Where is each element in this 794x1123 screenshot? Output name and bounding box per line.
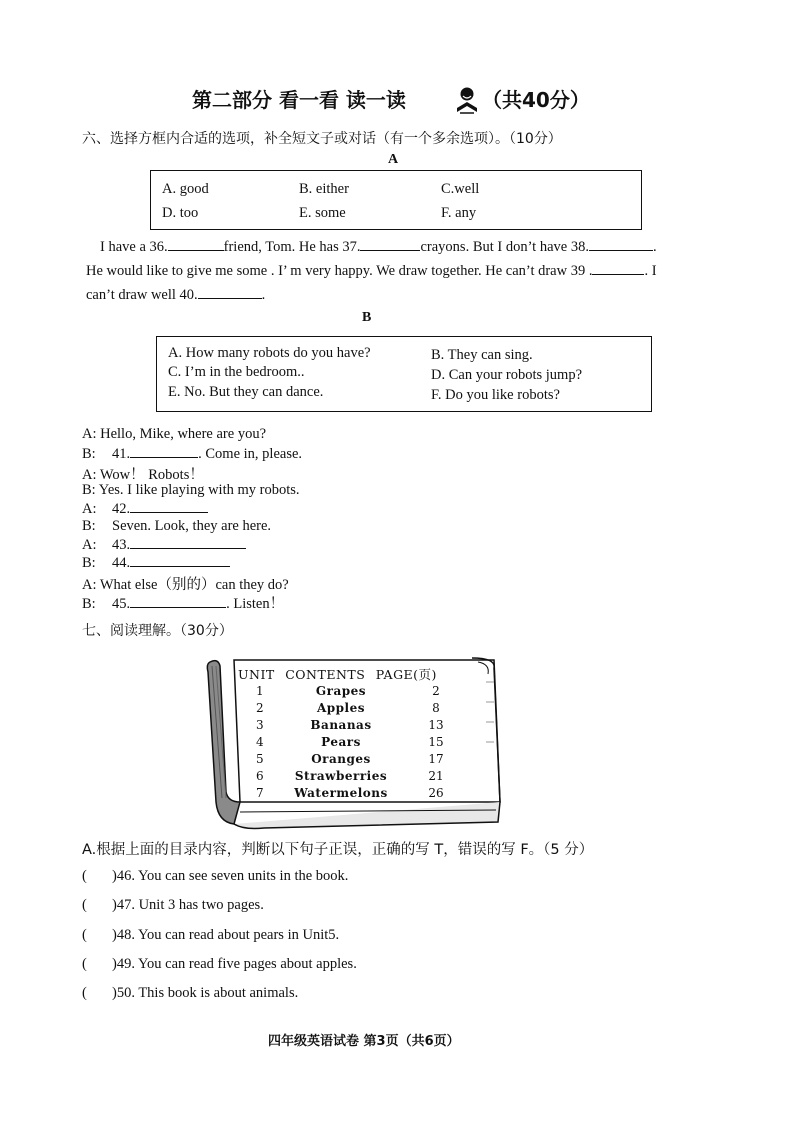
dialogue-line-1: A: Hello, Mike, where are you? [82,426,267,442]
section7-heading: 七、阅读理解。（30分） [82,623,233,639]
option-b-a: A. How many robots do you have? [168,345,371,361]
passage-line-2: He would like to give me some . I’ m very happy. We draw together. He can’t draw 39 . . I [86,263,657,279]
contents-row: 5 Oranges 17 [256,752,444,766]
part-a-options-box [150,170,642,230]
blank-36[interactable] [168,238,224,251]
part-a-instruction: A.根据上面的目录内容，判断以下句子正误，正确的写 T，错误的写 F。（5 分） [82,842,594,858]
option-c: C.well [441,181,480,197]
dialogue-line-7: A: 43. [82,536,246,554]
option-e: E. some [299,205,346,221]
dialogue-line-3: A: Wow！ Robots！ [82,467,204,483]
section-title-score: （共40分） [482,88,590,112]
contents-rows [238,684,478,804]
page-footer: 四年级英语试卷 第3页（共6页） [268,1034,460,1049]
section6-instruction: 六、选择方框内合适的选项，补全短文子或对话（有一个多余选项）。（10分） [82,131,562,147]
col-unit: UNIT [238,667,275,682]
dialogue-line-6: B: Seven. Look, they are here. [82,518,272,534]
col-page: PAGE(页) [375,667,437,682]
contents-header [238,665,437,683]
blank-42[interactable] [130,500,208,513]
blank-45[interactable] [130,595,226,608]
dialogue-line-4: B: Yes. I like playing with my robots. [82,482,300,498]
dialogue-line-10: B: 45. . Listen！ [82,596,285,612]
question-50[interactable]: ( )50. This book is about animals. [82,985,299,1001]
col-contents: CONTENTS [285,667,366,682]
dialogue-line-9: A: What else（别的）can they do? [82,577,289,593]
blank-44[interactable] [130,554,230,567]
contents-row: 3 Bananas 13 [256,718,444,732]
passage-line-3: can’t draw well 40. . [86,287,266,303]
contents-row: 2 Apples 8 [256,701,440,715]
option-b-f: F. Do you like robots? [431,387,560,403]
contents-row: 6 Strawberries 21 [256,769,444,783]
blank-39[interactable] [592,262,644,275]
dialogue-line-5: A: 42. [82,500,208,518]
part-b-label: B [362,310,372,325]
part-a-label: A [388,152,399,167]
section-title [192,84,406,113]
contents-row: 4 Pears 15 [256,735,444,749]
dialogue-line-2: B: 41. . Come in, please. [82,446,303,462]
option-b: B. either [299,181,349,197]
contents-row: 7 Watermelons 26 [256,786,444,800]
option-d: D. too [162,205,199,221]
section-title-main: 第二部分 看一看 读一读 [192,88,406,112]
blank-43[interactable] [130,536,246,549]
part-b-options-box [156,336,652,412]
option-f: F. any [441,205,477,221]
question-47[interactable]: ( )47. Unit 3 has two pages. [82,897,264,913]
reading-person-icon [454,86,480,114]
question-49[interactable]: ( )49. You can read five pages about apples. [82,956,357,972]
dialogue-line-8: B: 44. [82,554,230,572]
option-b-b: B. They can sing. [431,347,533,363]
blank-38[interactable] [589,238,653,251]
option-a: A. good [162,181,209,197]
passage-line-1: I have a 36. friend, Tom. He has 37. crayons. But I don’t have 38. . [100,239,657,255]
option-b-c: C. I’m in the bedroom.. [168,364,305,380]
question-46[interactable]: ( )46. You can see seven units in the book. [82,868,349,884]
contents-row: 1 Grapes 2 [256,684,440,698]
question-48[interactable]: ( )48. You can read about pears in Unit5. [82,927,340,943]
blank-41[interactable] [130,445,198,458]
option-b-e: E. No. But they can dance. [168,384,324,400]
contents-book-illustration [204,652,504,830]
blank-40[interactable] [198,286,262,299]
blank-37[interactable] [360,238,420,251]
option-b-d: D. Can your robots jump? [431,367,583,383]
